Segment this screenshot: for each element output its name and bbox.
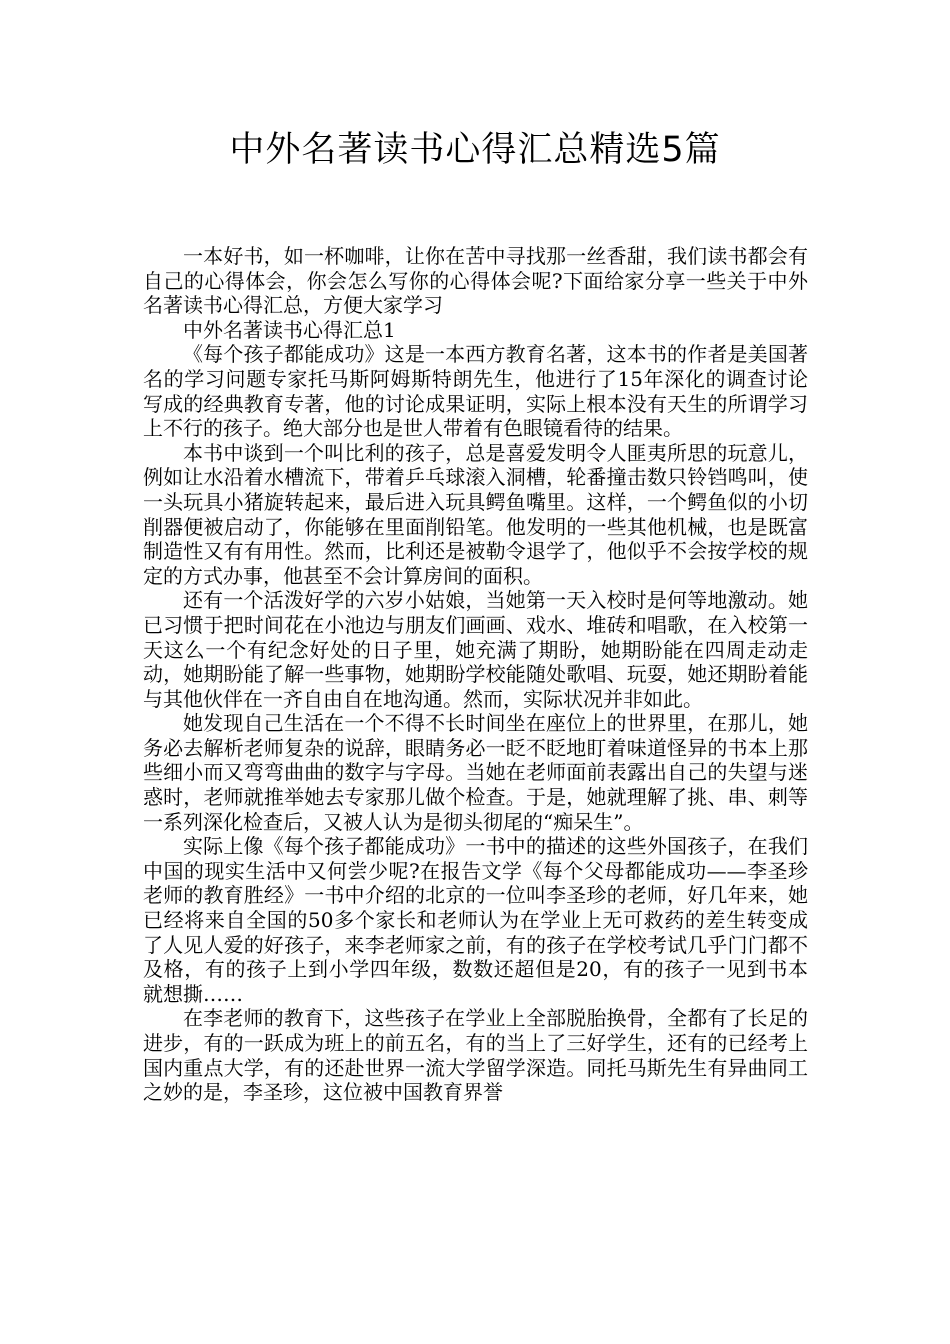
paragraph-intro: 一本好书，如一杯咖啡，让你在苦中寻找那一丝香甜，我们读书都会有自己的心得体会，你会怎么写你的心得体会呢?下面给家分享一些关于中外名著读书心得汇总，方便大家学习 (143, 244, 808, 318)
paragraph: 还有一个活泼好学的六岁小姑娘，当她第一天入校时是何等地激动。她已习惯于把时间花在小池边与朋友们画画、戏水、堆砖和唱歌，在入校第一天这么一个有纪念好处的日子里，她充满了期盼，她期盼能在四周走动走动，她期盼能了解一些事物，她期盼学校能随处歌唱、玩耍，她还期盼着能与其他伙伴在一齐自由自在地沟通。然而，实际状况并非如此。 (143, 588, 808, 711)
paragraph: 本书中谈到一个叫比利的孩子，总是喜爱发明令人匪夷所思的玩意儿，例如让水沿着水槽流下，带着乒乓球滚入洞槽，轮番撞击数只铃铛鸣叫，使一头玩具小猪旋转起来，最后进入玩具鳄鱼嘴里。这样，一个鳄鱼似的小切削器便被启动了，你能够在里面削铅笔。他发明的一些其他机械，也是既富制造性又有有用性。然而，比利还是被勒令退学了，他似乎不会按学校的规定的方式办事，他甚至不会计算房间的面积。 (143, 440, 808, 588)
paragraph: 实际上像《每个孩子都能成功》一书中的描述的这些外国孩子，在我们中国的现实生活中又何尝少呢?在报告文学《每个父母都能成功——李圣珍老师的教育胜经》一书中介绍的北京的一位叫李圣珍的老师，好几年来，她已经将来自全国的50多个家长和老师认为在学业上无可救药的差生转变成了人见人爱的好孩子，来李老师家之前，有的孩子在学校考试几乎门门都不及格，有的孩子上到小学四年级，数数还超但是20，有的孩子一见到书本就想撕…… (143, 834, 808, 1006)
document-body (143, 244, 808, 1105)
paragraph: 《每个孩子都能成功》这是一本西方教育名著，这本书的作者是美国著名的学习问题专家托马斯阿姆斯特朗先生，他进行了15年深化的调查讨论写成的经典教育专著，他的讨论成果证明，实际上根本没有天生的所谓学习上不行的孩子。绝大部分也是世人带着有色眼镜看待的结果。 (143, 342, 808, 441)
paragraph: 在李老师的教育下，这些孩子在学业上全部脱胎换骨，全都有了长足的进步，有的一跃成为班上的前五名，有的当上了三好学生，还有的已经考上国内重点大学，有的还赴世界一流大学留学深造。同托马斯先生有异曲同工之妙的是，李圣珍，这位被中国教育界誉 (143, 1006, 808, 1105)
section-heading: 中外名著读书心得汇总1 (183, 317, 396, 342)
document-title: 中外名著读书心得汇总精选5篇 (229, 130, 721, 170)
paragraph: 她发现自己生活在一个不得不长时间坐在座位上的世界里，在那儿，她务必去解析老师复杂的说辞，眼睛务必一眨不眨地盯着味道怪异的书本上那些细小而又弯弯曲曲的数字与字母。当她在老师面前表露出自己的失望与迷惑时，老师就推举她去专家那儿做个检查。于是，她就理解了挑、串、刺等一系列深化检查后，又被人认为是彻头彻尾的“痴呆生”。 (143, 711, 808, 834)
